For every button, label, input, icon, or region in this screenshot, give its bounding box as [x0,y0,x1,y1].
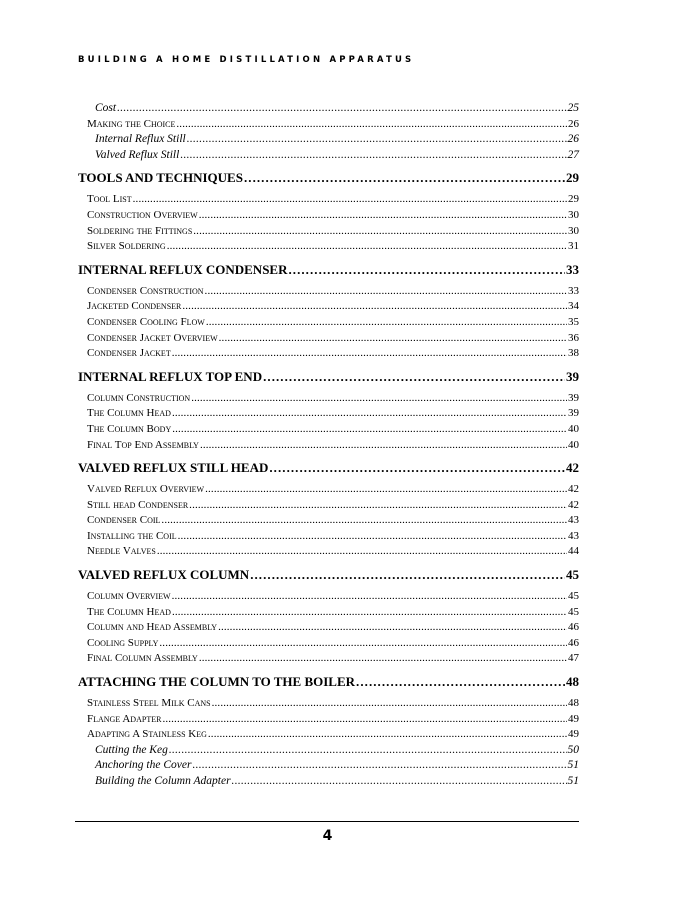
toc-entry[interactable] [78,499,579,515]
toc-entry[interactable] [78,713,579,729]
dot-leader [189,499,567,511]
toc-entry[interactable] [78,102,579,118]
toc-entry[interactable] [78,652,579,668]
dot-leader [199,209,567,221]
toc-entry[interactable] [78,483,579,499]
dot-leader [232,775,567,787]
toc-entry-page: 45 [566,567,579,583]
toc-entry-title: The Column Head [87,605,171,618]
dot-leader [263,369,565,385]
toc-entry-title: The Column Head [87,407,171,420]
toc-entry-title: Anchoring the Cover [95,759,192,772]
toc-entry-title: Tool List [87,193,132,206]
toc-entry[interactable] [78,262,579,280]
toc-entry-page: 34 [568,300,579,313]
toc-entry-title: Condenser Coil [87,514,161,527]
dot-leader [167,240,567,252]
toc-entry-page: 39 [568,391,579,404]
dot-leader [193,225,567,237]
toc-entry-page: 48 [566,674,579,690]
dot-leader [356,674,565,690]
toc-entry[interactable] [78,170,579,188]
toc-entry[interactable] [78,316,579,332]
dot-leader [180,149,566,161]
toc-entry-title: Column Overview [87,590,171,603]
toc-entry-page: 42 [568,483,579,496]
toc-entry[interactable] [78,744,579,760]
toc-entry-page: 27 [567,148,579,161]
toc-entry[interactable] [78,133,579,149]
toc-entry-title: ATTACHING THE COLUMN TO THE BOILER [78,674,356,690]
toc-entry-title: Condenser Cooling Flow [87,315,205,328]
toc-entry-title: Condenser Jacket Overview [87,331,218,344]
toc-entry-title: Adapting A Stainless Keg [87,728,207,741]
toc-entry-page: 49 [568,728,579,741]
toc-entry[interactable] [78,759,579,775]
toc-entry-title: Construction Overview [87,208,198,221]
dot-leader [218,621,567,633]
dot-leader [172,407,567,419]
toc-entry-page: 25 [567,102,579,114]
toc-entry[interactable] [78,149,579,165]
dot-leader [159,637,567,649]
toc-entry[interactable] [78,369,579,387]
dot-leader [172,347,567,359]
dot-leader [133,193,567,205]
toc-entry-title: The Column Body [87,422,172,435]
toc-entry[interactable] [78,728,579,744]
toc-entry-title: Valved Reflux Overview [87,483,205,496]
dot-leader [161,514,567,526]
toc-entry-title: Building the Column Adapter [95,775,231,787]
toc-entry-page: 39 [566,368,579,384]
dot-leader [288,262,565,278]
toc-entry[interactable] [78,637,579,653]
dot-leader [192,759,566,771]
toc-entry[interactable] [78,118,579,134]
toc-entry-page: 38 [568,347,579,360]
dot-leader [169,744,567,756]
dot-leader [205,483,567,495]
toc-entry[interactable] [78,530,579,546]
toc-entry-page: 50 [567,743,579,756]
toc-entry-title: VALVED REFLUX COLUMN [78,567,250,583]
toc-entry-title: Condenser Construction [87,284,204,297]
toc-entry-page: 51 [567,759,579,772]
dot-leader [250,567,565,583]
toc-entry-title: Column Construction [87,391,191,404]
toc-entry-page: 45 [568,605,579,618]
toc-entry-title: INTERNAL REFLUX CONDENSER [78,261,288,277]
toc-entry-page: 42 [568,498,579,511]
toc-entry[interactable] [78,423,579,439]
toc-entry[interactable] [78,347,579,363]
toc-entry[interactable] [78,225,579,241]
toc-entry[interactable] [78,674,579,692]
toc-entry[interactable] [78,460,579,478]
toc-entry-page: 48 [568,697,579,710]
toc-entry-page: 46 [568,636,579,649]
toc-entry[interactable] [78,407,579,423]
toc-entry-title: Final Column Assembly [87,652,198,665]
toc-entry-title: Final Top End Assembly [87,438,199,451]
toc-entry-title: Cost [95,102,117,114]
toc-entry-page: 47 [568,652,579,665]
toc-entry-page: 49 [568,712,579,725]
toc-entry[interactable] [78,439,579,455]
dot-leader [182,300,567,312]
dot-leader [162,713,567,725]
dot-leader [244,170,565,186]
toc-entry[interactable] [78,285,579,301]
toc-entry-title: Cooling Supply [87,636,159,649]
dot-leader [205,285,567,297]
toc-entry-title: Making the Choice [87,117,176,130]
toc-entry-title: Jacketed Condenser [87,300,182,313]
toc-entry-title: TOOLS AND TECHNIQUES [78,170,243,186]
toc-entry-page: 46 [568,621,579,634]
toc-entry-title: Valved Reflux Still [95,148,180,161]
toc-entry-page: 40 [568,422,579,435]
toc-entry-page: 36 [568,331,579,344]
dot-leader [187,133,567,145]
toc-entry-page: 40 [568,438,579,451]
toc-entry-page: 51 [567,775,579,787]
toc-entry-title: Cutting the Keg [95,743,168,756]
running-header: BUILDING A HOME DISTILLATION APPARATUS [78,55,415,65]
toc-entry-page: 45 [568,590,579,603]
toc-entry[interactable] [78,545,579,561]
toc-entry-page: 29 [566,170,579,186]
toc-entry[interactable] [78,590,579,606]
toc-entry-title: INTERNAL REFLUX TOP END [78,368,263,384]
toc-entry-page: 26 [567,133,579,146]
toc-entry-title: Stainless Steel Milk Cans [87,697,211,710]
toc-entry-title: VALVED REFLUX STILL HEAD [78,460,269,476]
dot-leader [200,439,567,451]
toc-entry[interactable] [78,775,579,791]
dot-leader [199,652,567,664]
toc-entry-page: 30 [568,224,579,237]
dot-leader [172,423,567,435]
toc-entry[interactable] [78,209,579,225]
toc-entry-page: 33 [566,261,579,277]
dot-leader [269,460,565,476]
toc-entry-page: 35 [568,315,579,328]
toc-entry[interactable] [78,332,579,348]
table-of-contents [78,102,579,791]
toc-entry-page: 39 [568,407,579,420]
toc-entry-title: Condenser Jacket [87,347,171,360]
dot-leader [172,606,567,618]
toc-entry-page: 43 [568,529,579,542]
dot-leader [219,332,567,344]
toc-entry-title: Needle Valves [87,545,156,558]
dot-leader [117,102,566,114]
toc-entry-page: 29 [568,193,579,206]
toc-entry-page: 30 [568,208,579,221]
dot-leader [178,530,567,542]
dot-leader [206,316,567,328]
page-number: 4 [322,828,333,844]
toc-entry-page: 43 [568,514,579,527]
toc-entry[interactable] [78,240,579,256]
toc-entry[interactable] [78,621,579,637]
toc-entry-page: 44 [568,545,579,558]
toc-entry[interactable] [78,606,579,622]
toc-entry-page: 31 [568,240,579,253]
dot-leader [176,118,567,130]
toc-entry-page: 26 [568,117,579,130]
dot-leader [172,590,567,602]
toc-entry[interactable] [78,300,579,316]
toc-entry-title: Still head Condenser [87,498,189,511]
dot-leader [208,728,567,740]
toc-entry-title: Column and Head Assembly [87,621,218,634]
toc-entry-page: 42 [566,460,579,476]
dot-leader [212,697,567,709]
toc-entry-title: Soldering the Fittings [87,224,193,237]
toc-entry-page: 33 [568,284,579,297]
toc-entry[interactable] [78,697,579,713]
toc-entry[interactable] [78,392,579,408]
dot-leader [191,392,567,404]
footer-rule [75,821,579,822]
toc-entry-title: Silver Soldering [87,240,166,253]
toc-entry-title: Internal Reflux Still [95,133,186,146]
dot-leader [157,545,567,557]
toc-entry[interactable] [78,514,579,530]
toc-entry[interactable] [78,567,579,585]
toc-entry-title: Flange Adapter [87,712,162,725]
toc-entry[interactable] [78,193,579,209]
toc-entry-title: Installing the Coil [87,529,177,542]
